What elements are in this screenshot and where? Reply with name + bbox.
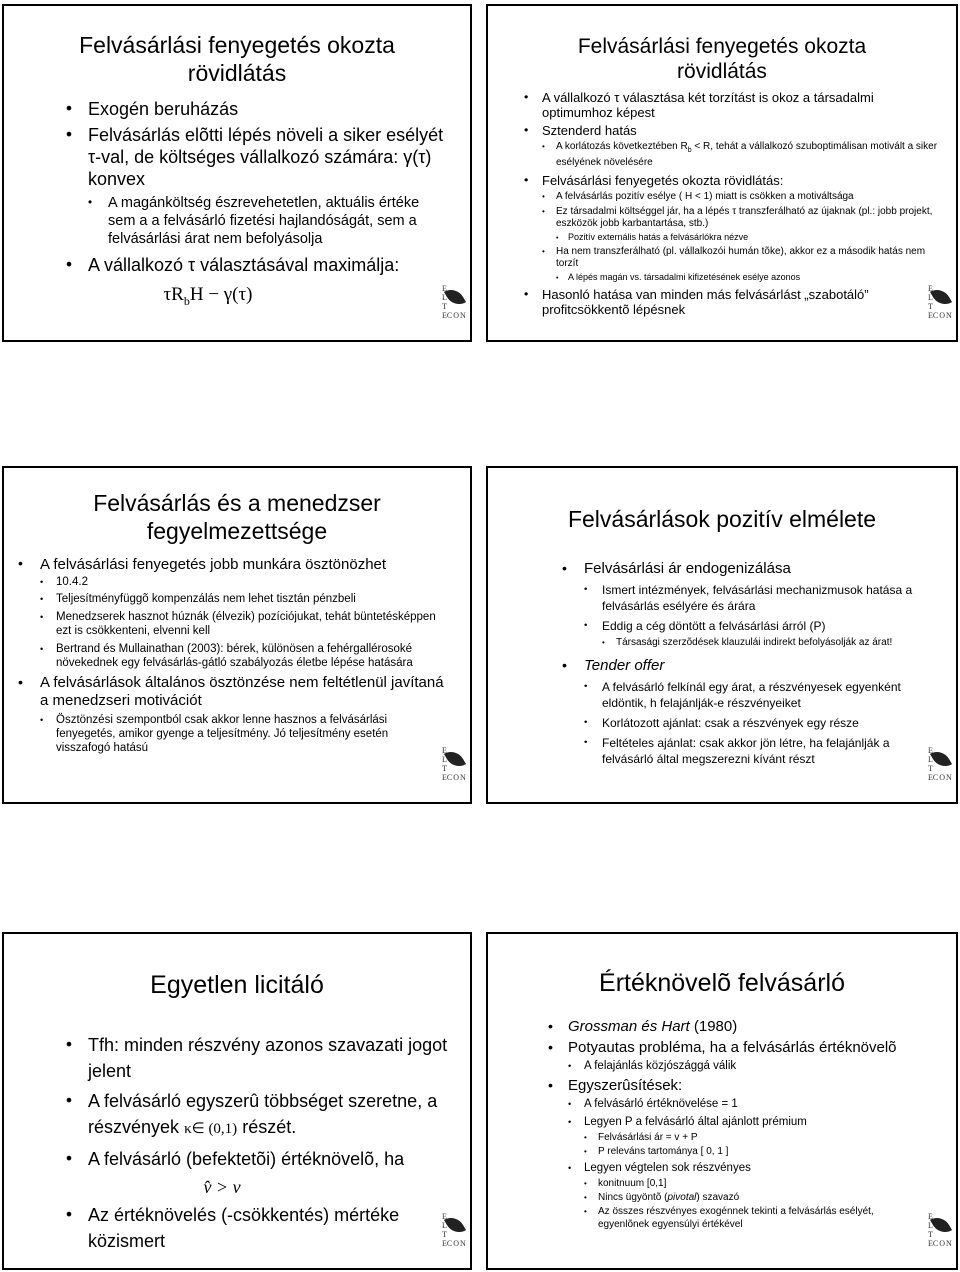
bullet-dot-icon: •: [584, 1207, 587, 1216]
bullet-dot-icon: •: [66, 1091, 72, 1110]
bullet-dot-icon: •: [584, 1147, 587, 1156]
list-item: • konitnuum [0,1]: [584, 1178, 667, 1189]
list-item: • Az összes részvényes exogénnek tekinti a felvásárlás esélyét, egyenlõnek egyensúlyi értékével: [584, 1206, 874, 1230]
slide-rovidlatas-2: [486, 4, 958, 342]
bullet-dot-icon: •: [542, 247, 545, 256]
list-item: • A korlátozás következtében $R_b < R$, tehát a vállalkozó szuboptimálisan motivált a siker esélyének növelésére: [542, 141, 938, 168]
bullet-dot-icon: •: [548, 1019, 553, 1035]
bullet-dot-icon: •: [524, 90, 529, 104]
list-item: • Menedzserek hasznot húznák (élvezik) pozíciójukat, tehát büntetésképpen ezt is csökkenteni, elvenni kell: [40, 611, 436, 637]
bullet-dot-icon: •: [18, 556, 23, 572]
list-item: • Nincs ügyöntõ (pivotal) szavazó: [584, 1192, 740, 1203]
bullet-dot-icon: •: [584, 737, 588, 748]
slide-menedzser-fegyelmezettseg: [2, 466, 472, 804]
bullet-dot-icon: •: [542, 207, 545, 216]
list-item: • Az értéknövelés (-csökkentés) mértéke közismert: [66, 1202, 448, 1254]
list-item: • Felvásárlás elõtti lépés növeli a siker esélyét τ-val, de költséges vállalkozó számára: γ(τ) konvex: [66, 125, 444, 189]
bullet-dot-icon: •: [584, 1193, 587, 1202]
bullet-dot-icon: •: [542, 142, 545, 151]
bullet-dot-icon: •: [584, 681, 588, 692]
bullet-dot-icon: •: [40, 577, 44, 587]
list-item: • P releváns tartománya [ 0, 1 ]: [584, 1146, 729, 1157]
list-item: • Társasági szerzõdések klauzulái indirekt befolyásolják az árat!: [602, 637, 893, 648]
bullet-dot-icon: •: [524, 287, 529, 301]
list-item: • Ösztönzési szempontból csak akkor lenne hasznos a felvásárlási fenyegetés, amikor gyenge a teljesítmény. Jó teljesítmény esetén visszafogó hatású: [40, 714, 389, 754]
elte-econ-logo: E L T ECON: [928, 746, 953, 782]
slide-pozitiv-elmelet: [486, 466, 958, 804]
slide-title: Egyetlen licitáló: [150, 971, 324, 999]
list-item: • A felvásárlási fenyegetés jobb munkára ösztönözhet: [18, 556, 387, 573]
bullet-dot-icon: •: [584, 584, 588, 595]
elte-econ-logo: E L T ECON: [928, 284, 953, 320]
list-item: • A felvásárló egyszerû többséget szeretne, a részvények κ∈ (0,1) részét.: [66, 1088, 448, 1142]
elte-econ-logo: E L T ECON: [442, 746, 467, 782]
list-item: • Potyautas probléma, ha a felvásárlás értéknövelõ: [548, 1039, 897, 1056]
bullet-dot-icon: •: [524, 173, 529, 187]
bullet-dot-icon: •: [584, 1179, 587, 1188]
bullet-dot-icon: •: [66, 255, 72, 274]
bullet-dot-icon: •: [40, 594, 44, 604]
bullet-dot-icon: •: [542, 192, 545, 201]
list-item: • Tender offer: [562, 657, 665, 674]
maximand-formula: $\tau R_bH - \gamma(\tau)$: [163, 284, 253, 308]
list-item: • Bertrand és Mullainathan (2003): bérek, különösen a fehérgallérosoké növekednek egy felvásárlás-gátló szabályozás életbe lépése hatására: [40, 643, 413, 669]
list-item: • Legyen végtelen sok részvényes: [568, 1162, 751, 1174]
bullet-dot-icon: •: [66, 1149, 72, 1168]
bullet-dot-icon: •: [40, 644, 44, 654]
slide-egyetlen-licitalo: [2, 932, 472, 1270]
list-item: • Pozitív externális hatás a felvásárlókra nézve: [556, 232, 749, 242]
bullet-dot-icon: •: [562, 658, 567, 674]
list-item: • Eddig a cég döntött a felvásárlási árról (P): [584, 619, 826, 633]
list-item: • A felajánlás közjószággá válik: [568, 1060, 737, 1072]
bullet-dot-icon: •: [66, 99, 72, 118]
list-item: • Ismert intézmények, felvásárlási mechanizmusok hatása a felvásárlás esélyére és árára: [584, 583, 913, 613]
bullet-dot-icon: •: [584, 717, 588, 728]
list-item: • Felvásárlási fenyegetés okozta rövidlátás:: [524, 173, 784, 188]
elte-econ-logo: E L T ECON: [442, 284, 467, 320]
value-inequality-formula: v̂ > v: [203, 1177, 241, 1197]
list-item: • A magánköltség észrevehetetlen, aktuális értéke sem a a felvásárló fizetési hajlandóságát, sem a felvásárlási árat nem befolyásolja: [88, 195, 420, 247]
list-item: • 10.4.2: [40, 576, 88, 588]
bullet-dot-icon: •: [66, 125, 72, 144]
slide-title: Felvásárlás és a menedzser fegyelmezettsége: [93, 490, 381, 544]
slide-erteknovelo-felvasarlo: [486, 932, 958, 1270]
bullet-dot-icon: •: [88, 196, 93, 209]
slide-title: Felvásárlások pozitív elmélete: [567, 506, 877, 532]
bullet-dot-icon: •: [568, 1061, 572, 1071]
list-item: • Hasonló hatása van minden más felvásárlást „szabotáló” profitcsökkentõ lépésnek: [524, 287, 869, 317]
bullet-dot-icon: •: [66, 1035, 72, 1054]
bullet-dot-icon: •: [562, 561, 567, 577]
list-item: • A vállalkozó τ választásával maximálja:: [66, 255, 400, 275]
bullet-dot-icon: •: [602, 638, 605, 647]
slide-title: Felvásárlási fenyegetés okozta rövidlátás: [577, 35, 867, 84]
list-item: • A felvásárlások általános ösztönzése nem feltétlenül javítaná a menedzseri motivációt: [18, 674, 444, 709]
list-item: • Tfh: minden részvény azonos szavazati jogot jelent: [66, 1032, 448, 1084]
slide-title: Értéknövelõ felvásárló: [599, 969, 845, 997]
bullet-dot-icon: •: [40, 715, 44, 725]
list-item: • Legyen P a felvásárló által ajánlott prémium: [568, 1116, 807, 1128]
list-item: • Grossman és Hart (1980): [548, 1018, 738, 1035]
elte-econ-logo: E L T ECON: [928, 1212, 953, 1248]
bullet-dot-icon: •: [548, 1040, 553, 1056]
bullet-dot-icon: •: [568, 1099, 572, 1109]
slide-rovidlatas-1: [2, 4, 472, 342]
kappa-formula: κ∈ (0,1): [184, 1121, 238, 1137]
list-item: • Ha nem transzferálható (pl. vállalkozói humán tõke), akkor ez a második hatás nem torzít: [542, 246, 926, 269]
list-item: • A vállalkozó τ választása két torzítást is okoz a társadalmi optimumhoz képest: [524, 90, 874, 120]
list-item: • Felvásárlási ár endogenizálása: [562, 560, 791, 577]
bullet-dot-icon: •: [584, 620, 588, 631]
list-item: • A felvásárló (befektetõi) értéknövelõ, ha: [66, 1146, 448, 1172]
bullet-dot-icon: •: [568, 1163, 572, 1173]
bullet-dot-icon: •: [584, 1133, 587, 1142]
list-item: • Felvásárlási ár = v + P: [584, 1132, 698, 1143]
bullet-dot-icon: •: [18, 675, 23, 691]
list-item: • Exogén beruházás: [66, 99, 239, 119]
list-item: • Teljesítményfüggõ kompenzálás nem lehet tisztán pénzbeli: [40, 593, 356, 605]
list-item: • Sztenderd hatás: [524, 123, 637, 138]
bullet-dot-icon: •: [524, 123, 529, 137]
slide-title: Felvásárlási fenyegetés okozta rövidlátás: [79, 32, 395, 86]
list-item: • A lépés magán vs. társadalmi kifizetésének esélye azonos: [556, 272, 801, 282]
list-item: • Ez társadalmi költséggel jár, ha a lépés τ transzferálható az újaknak (pl.: jobb projekt, eszközök jobb karbantartása, stb.): [542, 206, 933, 229]
list-item: • Egyszerûsítések:: [548, 1077, 683, 1094]
list-item: • Korlátozott ajánlat: csak a részvények egy része: [584, 716, 859, 730]
bullet-dot-icon: •: [568, 1117, 572, 1127]
list-item: • Feltételes ajánlat: csak akkor jön létre, ha felajánlják a felvásárló által megszerezni kívánt részt: [584, 736, 890, 766]
bullet-dot-icon: •: [556, 273, 559, 282]
list-item: • A felvásárló felkínál egy árat, a részvényesek egyenként eldöntik, h felajánlják-e részvényeiket: [584, 680, 901, 710]
bullet-dot-icon: •: [40, 612, 44, 622]
bullet-dot-icon: •: [66, 1205, 72, 1224]
list-item: • A felvásárlás pozitív esélye ( H < 1) miatt is csökken a motiváltsága: [542, 191, 854, 202]
bullet-dot-icon: •: [548, 1078, 553, 1094]
bullet-dot-icon: •: [556, 233, 559, 242]
elte-econ-logo: E L T ECON: [442, 1212, 467, 1248]
list-item: • A felvásárló értéknövelése = 1: [568, 1098, 738, 1110]
